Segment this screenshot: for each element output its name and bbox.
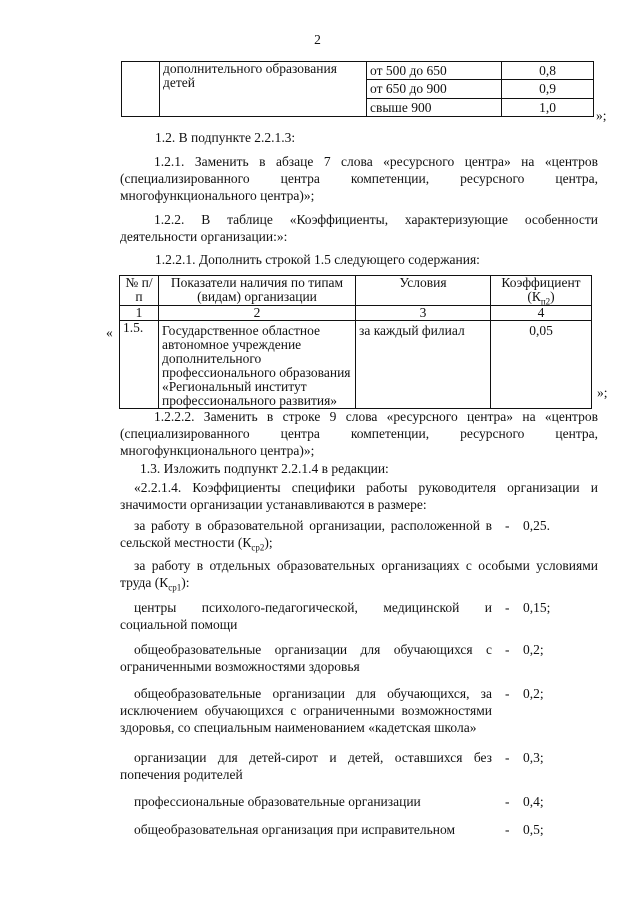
- table-2-col-number: 4: [491, 306, 592, 321]
- table-2-header-indicators: Показатели наличия по типам (видам) организации: [159, 276, 356, 306]
- table-2-header-coef: [491, 276, 592, 306]
- list-item-dash: -: [505, 642, 510, 657]
- paragraph-1-2-2-2: 1.2.2.2. Заменить в строке 9 слова «ресурсного центра» на «центров (специализированного центра компетенции, ресурсного центра, многофункционального центра)»;: [120, 409, 598, 458]
- paragraph-1-2-2: 1.2.2. В таблице «Коэффициенты, характеризующие особенности деятельности организации:»:: [120, 212, 598, 244]
- list-item-value: 0,5;: [523, 822, 544, 837]
- table-2-row-num: 1.5.: [120, 321, 159, 409]
- list-item-value: 0,2;: [523, 686, 544, 701]
- table-2-header-conditions: Условия: [356, 276, 491, 306]
- list-item-value: 0,15;: [523, 600, 551, 615]
- top-table-closing: »;: [596, 108, 607, 123]
- table-2-header-coef-end: ): [550, 289, 555, 304]
- list-item-dash: -: [505, 686, 510, 701]
- paragraph-2-2-1-4: «2.2.1.4. Коэффициенты специфики работы руководителя организации и значимости организации устанавливаются в размере:: [120, 480, 598, 512]
- list-item-value: 0,3;: [523, 750, 544, 765]
- rural-item-text: [120, 517, 492, 551]
- list-item-text: общеобразовательные организации для обучающихся, за исключением обучающихся с ограниченными возможностями здоровья, со специальным наименованием «кадетская школа»: [120, 686, 492, 735]
- table-2-closing: »;: [597, 385, 608, 400]
- special-conditions-text: за работу в отдельных образовательных организациях с особыми условиями труда (К: [120, 558, 598, 590]
- top-table-range: от 500 до 650: [367, 62, 502, 80]
- list-item-value: 0,2;: [523, 642, 544, 657]
- list-item-dash: -: [505, 822, 510, 837]
- paragraph-1-2-2-1: 1.2.2.1. Дополнить строкой 1.5 следующего содержания:: [155, 252, 480, 267]
- top-table-coef: 1,0: [502, 99, 594, 117]
- table-2-col-number: 2: [159, 306, 356, 321]
- table-2-header-coef-sub: п2: [540, 296, 551, 307]
- table-2-col-number: 3: [356, 306, 491, 321]
- top-table-label: дополнительного образования детей: [160, 62, 367, 117]
- list-item-dash: -: [505, 794, 510, 809]
- table-2-row-indicator: Государственное областное автономное учреждение дополнительного профессионального образования «Региональный институт профессионального развития»: [159, 321, 356, 409]
- list-item-dash: -: [505, 750, 510, 765]
- special-conditions-intro: [120, 557, 598, 591]
- list-item-text: центры психолого-педагогической, медицинской и социальной помощи: [120, 600, 492, 632]
- list-item-text: общеобразовательные организации для обучающихся с ограниченными возможностями здоровья: [120, 642, 492, 674]
- table-2-header-coef-text: Коэффициент (К: [501, 275, 581, 304]
- page-number: 2: [314, 32, 321, 47]
- top-table: [121, 61, 594, 117]
- list-item-text: профессиональные образовательные организации: [134, 794, 421, 809]
- rural-item-sub: ср2: [251, 542, 265, 553]
- rural-item-value: 0,25.: [523, 518, 550, 533]
- rural-item-end: );: [264, 535, 273, 550]
- top-table-coef: 0,8: [502, 62, 594, 80]
- top-table-range: свыше 900: [367, 99, 502, 117]
- top-table-range: от 650 до 900: [367, 80, 502, 99]
- special-conditions-sub: ср1: [168, 582, 182, 593]
- table-2-header-num: № п/п: [120, 276, 159, 306]
- paragraph-1-2: 1.2. В подпункте 2.2.1.3:: [155, 130, 296, 145]
- paragraph-1-3: 1.3. Изложить подпункт 2.2.1.4 в редакции:: [140, 461, 389, 476]
- paragraph-1-2-1: 1.2.1. Заменить в абзаце 7 слова «ресурсного центра» на «центров (специализированного центра компетенции, ресурсного центра, многофункционального центра)»;: [120, 154, 598, 203]
- top-table-empty-cell: [122, 62, 160, 117]
- list-item-value: 0,4;: [523, 794, 544, 809]
- list-item-text: общеобразовательная организация при исправительном: [134, 822, 456, 837]
- table-2: [119, 275, 592, 409]
- rural-item-text-main: за работу в образовательной организации, расположенной в сельской местности (К: [120, 518, 492, 550]
- table-2-row-coef: 0,05: [491, 321, 592, 409]
- table-2-col-number: 1: [120, 306, 159, 321]
- special-conditions-end: ):: [181, 575, 190, 590]
- table-2-row-condition: за каждый филиал: [356, 321, 491, 409]
- rural-item-dash: -: [505, 518, 510, 533]
- list-item-dash: -: [505, 600, 510, 615]
- table-2-open-quote: «: [106, 325, 113, 340]
- top-table-coef: 0,9: [502, 80, 594, 99]
- list-item-text: организации для детей-сирот и детей, оставшихся без попечения родителей: [120, 750, 492, 782]
